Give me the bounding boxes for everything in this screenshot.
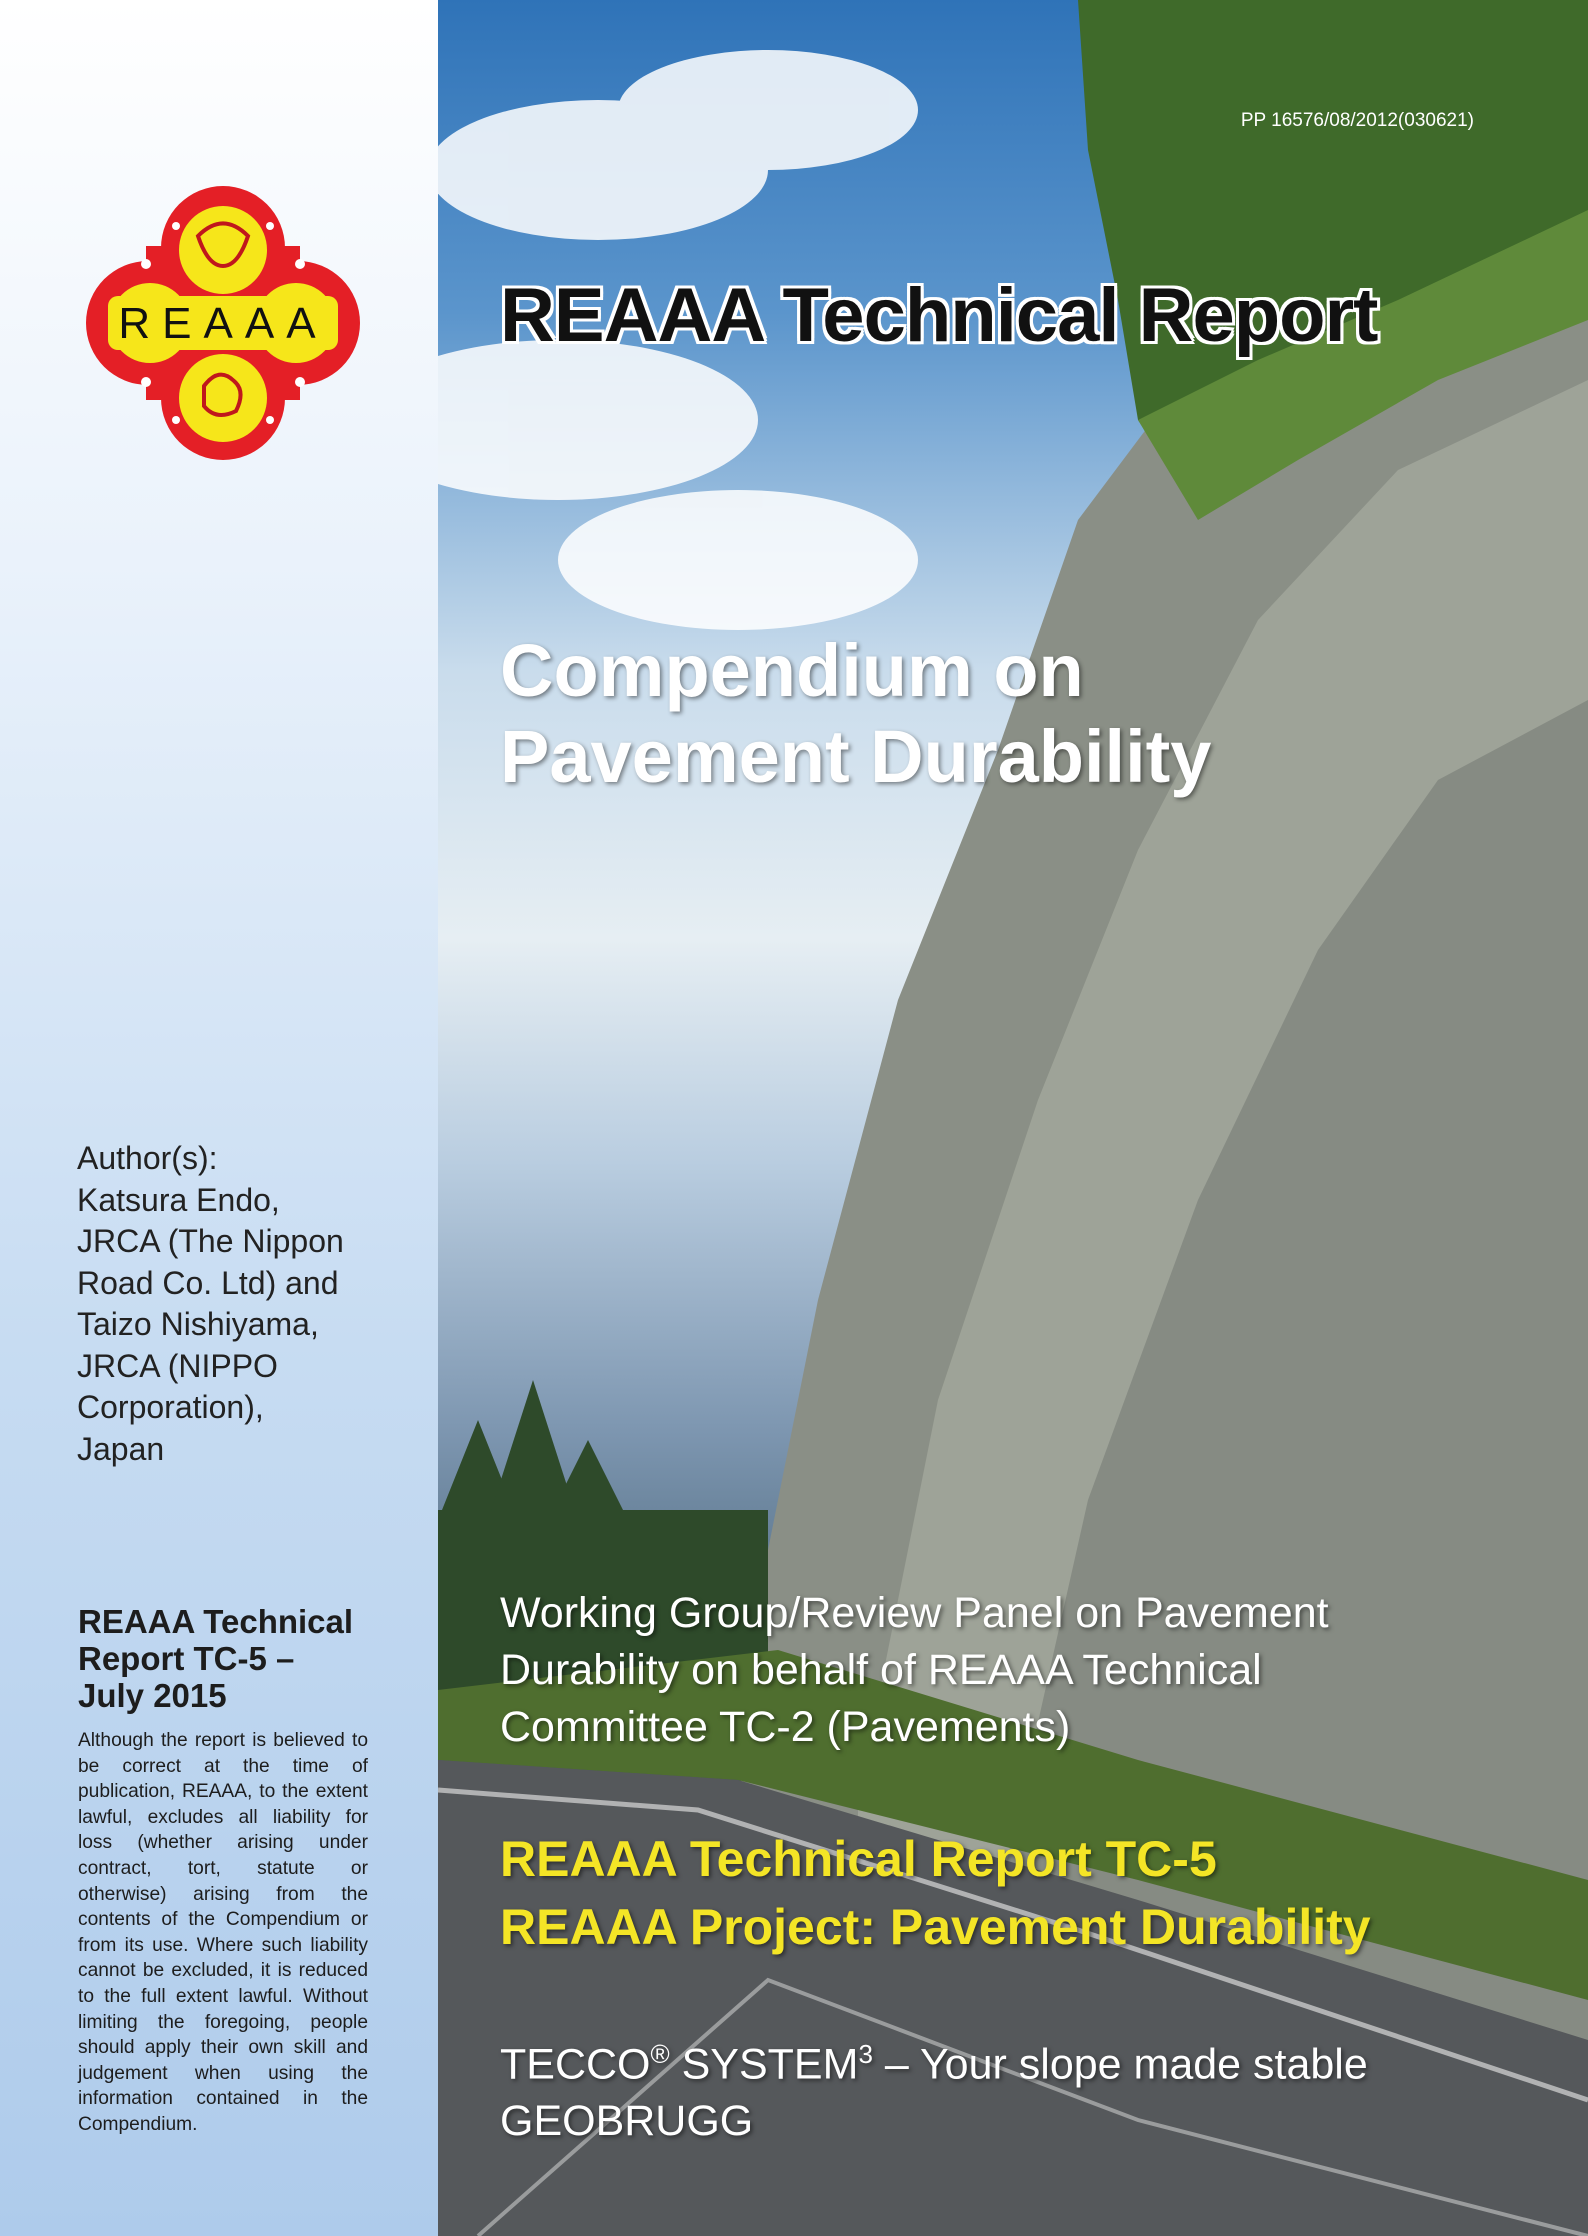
- project-title-line: REAAA Technical Report TC-5: [500, 1831, 1217, 1887]
- cover-photo: [438, 0, 1588, 2236]
- sidebar-report-title: [78, 1603, 398, 1714]
- working-group-line: Working Group/Review Panel on Pavement: [500, 1589, 1329, 1637]
- author-line: Author(s):: [77, 1140, 218, 1176]
- reaaa-logo: [86, 186, 360, 460]
- author-block: [77, 1138, 417, 1470]
- tecco-name: TECCO: [500, 2040, 651, 2089]
- disclaimer-text: Although the report is believed to be correct at the time of publication, REAAA, to the extent lawful, excludes all liability for loss (whether arising under contract, tort, statute or otherwise) arising from the contents of the Compendium or from its use. Where such liability cannot be excluded, it is reduced to the full extent lawful. Without limiting the foregoing, people should apply their own skill and judgement when using the information contained in the Compendium.: [78, 1730, 368, 2135]
- author-line: Road Co. Ltd) and: [77, 1264, 339, 1301]
- project-title: [500, 1825, 1371, 1961]
- author-line: JRCA (NIPPO: [77, 1347, 278, 1384]
- document-code: PP 16576/08/2012(030621): [1240, 110, 1474, 131]
- logo-text: REAAA: [118, 299, 328, 348]
- author-line: Japan: [77, 1430, 165, 1467]
- system-name: SYSTEM: [669, 2040, 859, 2089]
- project-title-line: REAAA Project: Pavement Durability: [500, 1899, 1371, 1955]
- left-sidebar: [0, 0, 438, 2236]
- working-group-text: [500, 1585, 1329, 1756]
- sidebar-report-title-line: July 2015: [78, 1677, 227, 1714]
- compendium-title-line: Pavement Durability: [500, 715, 1212, 798]
- registered-mark: ®: [650, 2039, 670, 2069]
- main-title: REAAA Technical Report: [500, 273, 1378, 358]
- geobrugg-line: GEOBRUGG: [500, 2097, 754, 2146]
- compendium-title: [500, 628, 1211, 800]
- working-group-line: Durability on behalf of REAAA Technical: [500, 1646, 1262, 1694]
- photo-credit-line: [500, 2026, 1368, 2093]
- author-line: Katsura Endo,: [77, 1181, 280, 1218]
- compendium-title-line: Compendium on: [500, 629, 1084, 712]
- author-line: Taizo Nishiyama,: [77, 1306, 319, 1342]
- photo-credit: [500, 2026, 1368, 2150]
- author-line: JRCA (The Nippon: [77, 1223, 344, 1259]
- sidebar-report-title-line: REAAA Technical: [78, 1603, 354, 1640]
- sidebar-report-title-line: Report TC-5 –: [78, 1640, 295, 1677]
- superscript-three: 3: [858, 2039, 873, 2069]
- working-group-line: Committee TC-2 (Pavements): [500, 1703, 1071, 1751]
- tagline: – Your slope made stable: [872, 2040, 1368, 2089]
- author-line: Corporation),: [77, 1389, 264, 1425]
